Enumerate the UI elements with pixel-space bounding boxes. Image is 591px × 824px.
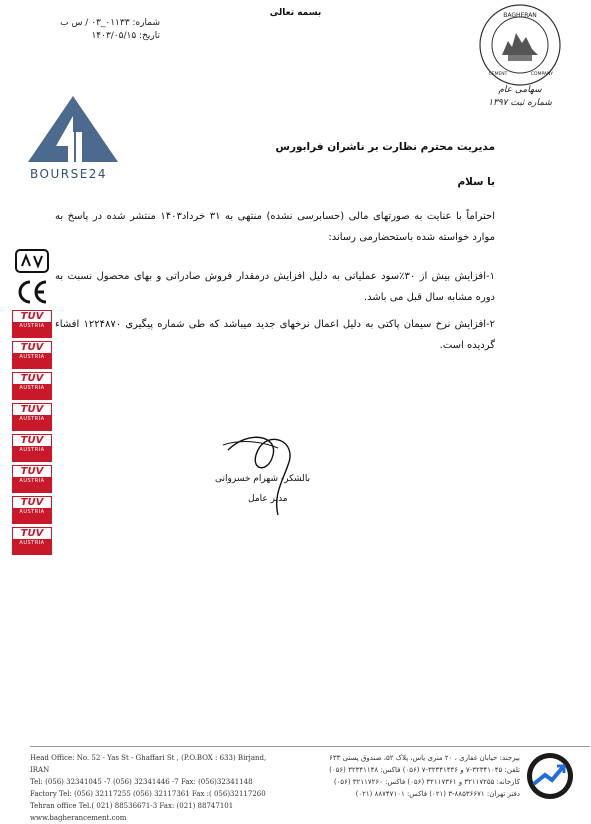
tuv-cert-3 bbox=[12, 372, 52, 400]
ce-mark-icon bbox=[12, 278, 52, 306]
seal-left-text: CEMENT bbox=[488, 72, 508, 77]
greeting: با سلام bbox=[457, 176, 495, 188]
footer-fa-line: بیرجند: خیابان غفاری ، ۲۰ متری یاس، پلاک ۵۲، صندوق پستی ۶۳۳ bbox=[329, 754, 520, 762]
reference-block bbox=[50, 17, 160, 43]
iso-cert-icon bbox=[12, 248, 52, 274]
tuv-cert-2 bbox=[12, 341, 52, 369]
tuv-label: TÜV bbox=[20, 342, 44, 353]
tuv-label: TÜV bbox=[20, 404, 44, 415]
basmala: بسمه تعالی bbox=[269, 8, 322, 18]
tuv-label: TÜV bbox=[20, 528, 44, 539]
tuv-label: TÜV bbox=[20, 311, 44, 322]
tuv-sub: AUSTRIA bbox=[19, 540, 45, 546]
ref-number: شماره: ۰۱۱۳۳_۰۳ / س ب bbox=[60, 18, 160, 28]
signer-name: بالشکر- شهرام خسروانی bbox=[215, 474, 311, 484]
footer-en-line: Factory Tel: (056) 32117255 (056) 32117361 Fax :( 056)32117260 bbox=[30, 790, 266, 798]
tuv-sub: AUSTRIA bbox=[19, 416, 45, 422]
tuv-cert-1 bbox=[12, 310, 52, 338]
tuv-label: TÜV bbox=[20, 466, 44, 477]
item-2: ۲-افزایش نرخ سیمان پاکتی به دلیل اعمال نرخهای جدید میباشد که طی شماره پیگیری ۱۲۲۴۸۷۰ افشاء گردیده است. bbox=[55, 319, 495, 351]
certification-column bbox=[12, 248, 52, 558]
footer-en-line: Tehran office Tel.( 021) 88536671-3 Fax: (021) 88747101 bbox=[30, 802, 234, 810]
letter-date: تاریخ: ۱۴۰۳/۰۵/۱۵ bbox=[91, 31, 160, 41]
tuv-cert-7 bbox=[12, 496, 52, 524]
tuv-sub: AUSTRIA bbox=[19, 447, 45, 453]
seal-top-text: BAGHERAN bbox=[503, 12, 537, 19]
stamp-line-1: سهامی عام bbox=[498, 85, 542, 95]
tuv-sub: AUSTRIA bbox=[19, 385, 45, 391]
footer-en-line: Tel: (056) 32341045 -7 (056) 32341446 -7 Fax: (056)32341148 bbox=[30, 778, 253, 786]
bourse24-wordmark: BOURSE24 bbox=[30, 167, 108, 181]
footer-website: www.bagherancement.com bbox=[30, 814, 127, 822]
tuv-cert-4 bbox=[12, 403, 52, 431]
tuv-sub: AUSTRIA bbox=[19, 478, 45, 484]
chart-wave-logo-icon bbox=[525, 751, 575, 801]
company-seal-logo bbox=[478, 3, 562, 87]
footer-english bbox=[30, 752, 280, 824]
recipient: مدیریت محترم نظارت بر ناشران فرابورس bbox=[275, 141, 495, 153]
item-1: ۱-افزایش بیش از ۳۰٪سود عملیاتی به دلیل افزایش درمقدار فروش صادراتی و بهای محصول نسبت به دوره مشابه سال قبل می باشد. bbox=[55, 271, 495, 303]
intro-paragraph: احتراماً با عنایت به صورتهای مالی (حسابرسی نشده) منتهی به ۳۱ خرداد۱۴۰۳ منتشر شده در پاسخ به موارد خواسته شده باستحضارمی رساند: bbox=[55, 211, 496, 243]
tuv-label: TÜV bbox=[20, 373, 44, 384]
footer-fa-line: دفتر تهران: ۸۸۵۳۶۶۷۱-۳ (۰۲۱) فاکس: ۸۸۷۴۷۱۰۱ (۰۲۱) bbox=[355, 790, 520, 798]
tuv-sub: AUSTRIA bbox=[19, 509, 45, 515]
stamp-line-2: شماره ثبت ۱۳۹۷ bbox=[488, 98, 552, 108]
footer-fa-line: تلفن: ۳۲۳۴۱۰۴۵-۷ و ۳۲۳۴۱۴۴۶-۷ (۰۵۶) فاکس: ۳۲۳۴۱۱۴۸ (۰۵۶) bbox=[329, 766, 520, 774]
footer-divider bbox=[30, 746, 590, 747]
signer-title: مدیر عامل bbox=[248, 494, 288, 504]
tuv-cert-6 bbox=[12, 465, 52, 493]
tuv-label: TÜV bbox=[20, 435, 44, 446]
tuv-cert-8 bbox=[12, 527, 52, 555]
tuv-sub: AUSTRIA bbox=[19, 354, 45, 360]
footer-en-line: Head Office: No. 52 - Yas St - Ghaffari St , (P.O.BOX : 633) Birjand, IRAN bbox=[30, 754, 267, 774]
handwritten-signature bbox=[218, 420, 318, 520]
tuv-cert-5 bbox=[12, 434, 52, 462]
footer-fa-line: کارخانه: ۳۲۱۱۷۲۵۵ و ۳۲۱۱۷۳۶۱ (۰۵۶) فاکس: ۳۲۱۱۷۲۶۰ (۰۵۶) bbox=[333, 778, 520, 786]
seal-right-text: COMPANY bbox=[530, 72, 554, 77]
footer-persian bbox=[300, 752, 520, 800]
registration-stamp bbox=[470, 84, 570, 110]
tuv-sub: AUSTRIA bbox=[19, 323, 45, 329]
tuv-label: TÜV bbox=[20, 497, 44, 508]
